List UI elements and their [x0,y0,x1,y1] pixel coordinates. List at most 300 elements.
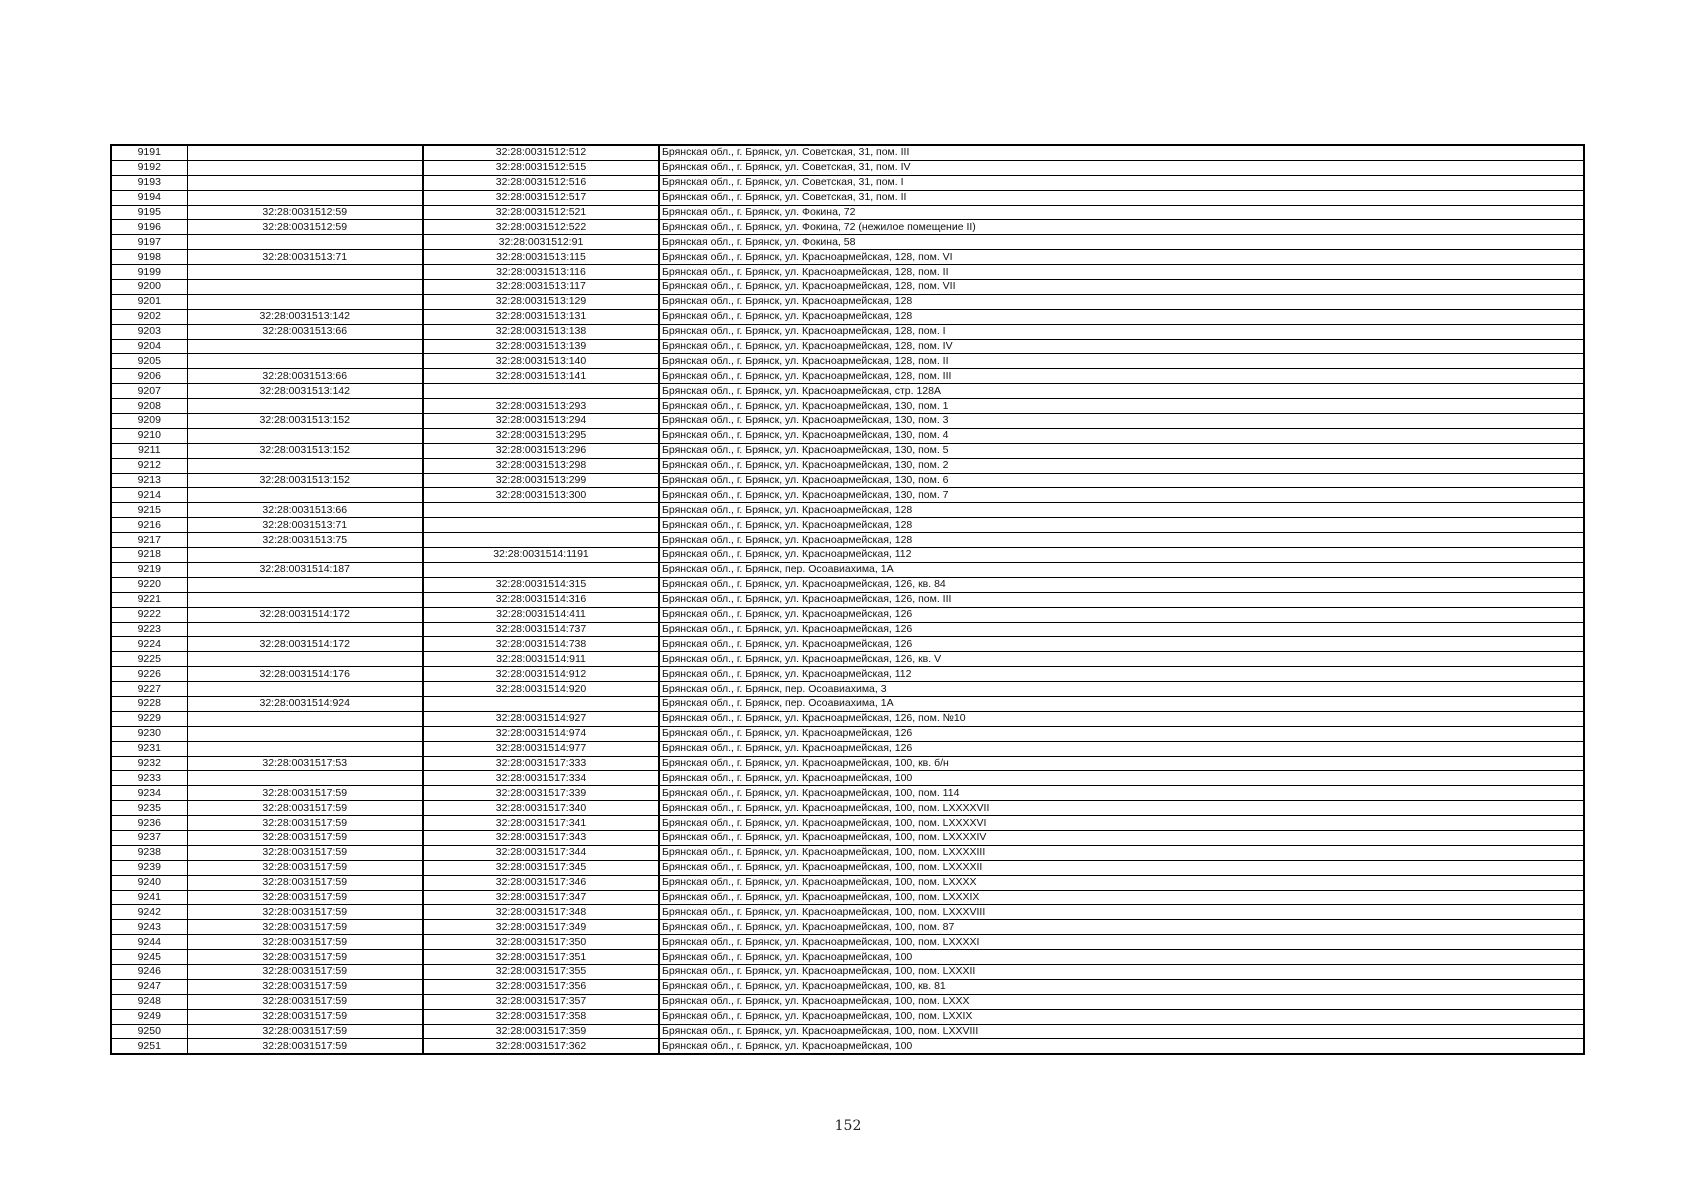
row-number-cell: 9223 [111,622,187,637]
row-number-cell: 9195 [111,205,187,220]
object-cadastral-number-cell: 32:28:0031513:141 [423,369,659,384]
land-cadastral-number-cell: 32:28:0031513:152 [187,473,423,488]
object-cadastral-number-cell: 32:28:0031514:911 [423,652,659,667]
address-cell: Брянская обл., г. Брянск, ул. Красноармейская, стр. 128А [659,384,1584,399]
object-cadastral-number-cell [423,533,659,548]
object-cadastral-number-cell: 32:28:0031517:348 [423,905,659,920]
address-cell: Брянская обл., г. Брянск, ул. Фокина, 58 [659,235,1584,250]
row-number-cell: 9197 [111,235,187,250]
address-cell: Брянская обл., г. Брянск, ул. Красноармейская, 112 [659,667,1584,682]
table-row [111,220,1584,235]
row-number-cell: 9199 [111,265,187,280]
object-cadastral-number-cell [423,503,659,518]
table-row [111,1024,1584,1039]
table-row [111,458,1584,473]
land-cadastral-number-cell [187,175,423,190]
row-number-cell: 9227 [111,682,187,697]
table-row [111,399,1584,414]
object-cadastral-number-cell: 32:28:0031514:920 [423,682,659,697]
row-number-cell: 9198 [111,250,187,265]
row-number-cell: 9205 [111,354,187,369]
land-cadastral-number-cell: 32:28:0031517:59 [187,830,423,845]
address-cell: Брянская обл., г. Брянск, ул. Красноармейская, 126 [659,741,1584,756]
land-cadastral-number-cell [187,354,423,369]
object-cadastral-number-cell: 32:28:0031512:91 [423,235,659,250]
address-cell: Брянская обл., г. Брянск, ул. Красноармейская, 100 [659,771,1584,786]
table-row [111,830,1584,845]
land-cadastral-number-cell: 32:28:0031517:59 [187,964,423,979]
land-cadastral-number-cell [187,265,423,280]
table-row [111,577,1584,592]
address-cell: Брянская обл., г. Брянск, ул. Красноармейская, 126, кв. V [659,652,1584,667]
row-number-cell: 9248 [111,994,187,1009]
table-row [111,309,1584,324]
object-cadastral-number-cell: 32:28:0031513:296 [423,443,659,458]
land-cadastral-number-cell: 32:28:0031517:59 [187,801,423,816]
object-cadastral-number-cell: 32:28:0031517:359 [423,1024,659,1039]
land-cadastral-number-cell [187,771,423,786]
table-row [111,443,1584,458]
address-cell: Брянская обл., г. Брянск, ул. Красноармейская, 128 [659,518,1584,533]
land-cadastral-number-cell: 32:28:0031514:924 [187,696,423,711]
registry-table-body [111,145,1584,1054]
row-number-cell: 9202 [111,309,187,324]
object-cadastral-number-cell: 32:28:0031513:131 [423,309,659,324]
row-number-cell: 9247 [111,979,187,994]
address-cell: Брянская обл., г. Брянск, ул. Красноармейская, 100, пом. LXXXXII [659,860,1584,875]
row-number-cell: 9236 [111,816,187,831]
object-cadastral-number-cell: 32:28:0031513:300 [423,488,659,503]
object-cadastral-number-cell: 32:28:0031513:138 [423,324,659,339]
address-cell: Брянская обл., г. Брянск, ул. Красноармейская, 100, пом. LXXXII [659,964,1584,979]
land-cadastral-number-cell: 32:28:0031514:176 [187,667,423,682]
land-cadastral-number-cell [187,548,423,563]
address-cell: Брянская обл., г. Брянск, ул. Красноармейская, 100, кв. 81 [659,979,1584,994]
row-number-cell: 9250 [111,1024,187,1039]
table-row [111,548,1584,563]
address-cell: Брянская обл., г. Брянск, ул. Красноармейская, 100, пом. 114 [659,786,1584,801]
table-row [111,369,1584,384]
land-cadastral-number-cell: 32:28:0031517:59 [187,920,423,935]
row-number-cell: 9203 [111,324,187,339]
row-number-cell: 9200 [111,280,187,295]
object-cadastral-number-cell: 32:28:0031514:974 [423,726,659,741]
row-number-cell: 9219 [111,562,187,577]
row-number-cell: 9232 [111,756,187,771]
row-number-cell: 9221 [111,592,187,607]
land-cadastral-number-cell: 32:28:0031512:59 [187,220,423,235]
address-cell: Брянская обл., г. Брянск, ул. Красноармейская, 128, пом. II [659,265,1584,280]
object-cadastral-number-cell [423,562,659,577]
land-cadastral-number-cell [187,160,423,175]
row-number-cell: 9235 [111,801,187,816]
land-cadastral-number-cell: 32:28:0031514:172 [187,607,423,622]
address-cell: Брянская обл., г. Брянск, ул. Красноармейская, 126, пом. III [659,592,1584,607]
land-cadastral-number-cell: 32:28:0031517:59 [187,816,423,831]
row-number-cell: 9226 [111,667,187,682]
table-row [111,637,1584,652]
table-row [111,994,1584,1009]
table-row [111,726,1584,741]
object-cadastral-number-cell [423,518,659,533]
land-cadastral-number-cell: 32:28:0031517:59 [187,786,423,801]
row-number-cell: 9206 [111,369,187,384]
table-row [111,652,1584,667]
table-row [111,741,1584,756]
row-number-cell: 9217 [111,533,187,548]
land-cadastral-number-cell [187,592,423,607]
address-cell: Брянская обл., г. Брянск, ул. Красноармейская, 100, пом. LXXX [659,994,1584,1009]
address-cell: Брянская обл., г. Брянск, ул. Советская, 31, пом. II [659,190,1584,205]
address-cell: Брянская обл., г. Брянск, ул. Красноармейская, 100, пом. LXXXXVI [659,816,1584,831]
land-cadastral-number-cell: 32:28:0031513:71 [187,518,423,533]
land-cadastral-number-cell [187,622,423,637]
object-cadastral-number-cell: 32:28:0031514:927 [423,711,659,726]
object-cadastral-number-cell: 32:28:0031512:515 [423,160,659,175]
row-number-cell: 9191 [111,145,187,160]
address-cell: Брянская обл., г. Брянск, ул. Красноармейская, 100, пом. LXXXXVII [659,801,1584,816]
object-cadastral-number-cell: 32:28:0031517:343 [423,830,659,845]
land-cadastral-number-cell: 32:28:0031517:59 [187,935,423,950]
row-number-cell: 9216 [111,518,187,533]
table-row [111,265,1584,280]
row-number-cell: 9209 [111,414,187,429]
row-number-cell: 9218 [111,548,187,563]
table-row [111,503,1584,518]
row-number-cell: 9251 [111,1039,187,1054]
row-number-cell: 9196 [111,220,187,235]
address-cell: Брянская обл., г. Брянск, ул. Красноармейская, 130, пом. 1 [659,399,1584,414]
object-cadastral-number-cell: 32:28:0031512:516 [423,175,659,190]
land-cadastral-number-cell [187,399,423,414]
row-number-cell: 9230 [111,726,187,741]
land-cadastral-number-cell [187,488,423,503]
object-cadastral-number-cell: 32:28:0031517:339 [423,786,659,801]
object-cadastral-number-cell: 32:28:0031517:362 [423,1039,659,1054]
address-cell: Брянская обл., г. Брянск, ул. Красноармейская, 126, пом. №10 [659,711,1584,726]
table-row [111,428,1584,443]
row-number-cell: 9242 [111,905,187,920]
address-cell: Брянская обл., г. Брянск, ул. Красноармейская, 100 [659,1039,1584,1054]
table-row [111,711,1584,726]
table-row [111,607,1584,622]
row-number-cell: 9234 [111,786,187,801]
land-cadastral-number-cell: 32:28:0031517:59 [187,1039,423,1054]
row-number-cell: 9220 [111,577,187,592]
object-cadastral-number-cell: 32:28:0031513:295 [423,428,659,443]
object-cadastral-number-cell: 32:28:0031513:140 [423,354,659,369]
object-cadastral-number-cell: 32:28:0031512:521 [423,205,659,220]
land-cadastral-number-cell [187,711,423,726]
row-number-cell: 9222 [111,607,187,622]
object-cadastral-number-cell: 32:28:0031514:316 [423,592,659,607]
object-cadastral-number-cell [423,696,659,711]
table-row [111,518,1584,533]
table-row [111,964,1584,979]
table-row [111,160,1584,175]
address-cell: Брянская обл., г. Брянск, ул. Красноармейская, 128, пом. IV [659,339,1584,354]
land-cadastral-number-cell: 32:28:0031513:75 [187,533,423,548]
land-cadastral-number-cell: 32:28:0031513:152 [187,443,423,458]
address-cell: Брянская обл., г. Брянск, ул. Красноармейская, 128, пом. III [659,369,1584,384]
table-row [111,175,1584,190]
table-row [111,756,1584,771]
object-cadastral-number-cell: 32:28:0031517:344 [423,845,659,860]
address-cell: Брянская обл., г. Брянск, ул. Красноармейская, 128 [659,503,1584,518]
row-number-cell: 9192 [111,160,187,175]
address-cell: Брянская обл., г. Брянск, ул. Красноармейская, 130, пом. 5 [659,443,1584,458]
row-number-cell: 9238 [111,845,187,860]
table-row [111,414,1584,429]
address-cell: Брянская обл., г. Брянск, ул. Красноармейская, 126 [659,607,1584,622]
object-cadastral-number-cell: 32:28:0031514:738 [423,637,659,652]
object-cadastral-number-cell: 32:28:0031513:139 [423,339,659,354]
row-number-cell: 9213 [111,473,187,488]
object-cadastral-number-cell: 32:28:0031517:349 [423,920,659,935]
row-number-cell: 9246 [111,964,187,979]
row-number-cell: 9193 [111,175,187,190]
land-cadastral-number-cell: 32:28:0031514:187 [187,562,423,577]
land-cadastral-number-cell: 32:28:0031513:66 [187,324,423,339]
object-cadastral-number-cell: 32:28:0031513:129 [423,294,659,309]
table-row [111,667,1584,682]
land-cadastral-number-cell: 32:28:0031517:59 [187,994,423,1009]
table-row [111,682,1584,697]
table-row [111,384,1584,399]
object-cadastral-number-cell: 32:28:0031513:293 [423,399,659,414]
row-number-cell: 9194 [111,190,187,205]
row-number-cell: 9212 [111,458,187,473]
land-cadastral-number-cell: 32:28:0031512:59 [187,205,423,220]
address-cell: Брянская обл., г. Брянск, ул. Красноармейская, 100, кв. б/н [659,756,1584,771]
land-cadastral-number-cell: 32:28:0031517:59 [187,845,423,860]
address-cell: Брянская обл., г. Брянск, ул. Советская, 31, пом. IV [659,160,1584,175]
object-cadastral-number-cell: 32:28:0031517:334 [423,771,659,786]
object-cadastral-number-cell: 32:28:0031517:358 [423,1009,659,1024]
land-cadastral-number-cell: 32:28:0031517:59 [187,979,423,994]
land-cadastral-number-cell: 32:28:0031513:152 [187,414,423,429]
land-cadastral-number-cell: 32:28:0031517:59 [187,950,423,965]
row-number-cell: 9237 [111,830,187,845]
table-row [111,488,1584,503]
land-cadastral-number-cell [187,682,423,697]
object-cadastral-number-cell: 32:28:0031514:737 [423,622,659,637]
address-cell: Брянская обл., г. Брянск, пер. Осоавиахима, 1А [659,696,1584,711]
table-row [111,622,1584,637]
land-cadastral-number-cell [187,726,423,741]
row-number-cell: 9243 [111,920,187,935]
address-cell: Брянская обл., г. Брянск, ул. Красноармейская, 112 [659,548,1584,563]
address-cell: Брянская обл., г. Брянск, ул. Красноармейская, 130, пом. 7 [659,488,1584,503]
table-row [111,339,1584,354]
object-cadastral-number-cell: 32:28:0031514:912 [423,667,659,682]
land-cadastral-number-cell: 32:28:0031513:142 [187,309,423,324]
land-cadastral-number-cell [187,428,423,443]
object-cadastral-number-cell: 32:28:0031517:340 [423,801,659,816]
row-number-cell: 9204 [111,339,187,354]
object-cadastral-number-cell: 32:28:0031514:411 [423,607,659,622]
address-cell: Брянская обл., г. Брянск, ул. Красноармейская, 128, пом. I [659,324,1584,339]
land-cadastral-number-cell [187,652,423,667]
table-row [111,145,1584,160]
table-row [111,860,1584,875]
row-number-cell: 9215 [111,503,187,518]
object-cadastral-number-cell: 32:28:0031517:346 [423,875,659,890]
address-cell: Брянская обл., г. Брянск, ул. Советская, 31, пом. III [659,145,1584,160]
address-cell: Брянская обл., г. Брянск, ул. Красноармейская, 100 [659,950,1584,965]
row-number-cell: 9241 [111,890,187,905]
land-cadastral-number-cell [187,280,423,295]
land-cadastral-number-cell [187,235,423,250]
row-number-cell: 9207 [111,384,187,399]
row-number-cell: 9225 [111,652,187,667]
object-cadastral-number-cell: 32:28:0031517:341 [423,816,659,831]
address-cell: Брянская обл., г. Брянск, ул. Красноармейская, 100, пом. LXXIX [659,1009,1584,1024]
address-cell: Брянская обл., г. Брянск, ул. Красноармейская, 130, пом. 3 [659,414,1584,429]
object-cadastral-number-cell: 32:28:0031513:299 [423,473,659,488]
land-cadastral-number-cell [187,294,423,309]
table-row [111,294,1584,309]
property-registry-table [110,144,1585,1055]
object-cadastral-number-cell: 32:28:0031512:517 [423,190,659,205]
land-cadastral-number-cell: 32:28:0031513:142 [187,384,423,399]
land-cadastral-number-cell [187,145,423,160]
object-cadastral-number-cell: 32:28:0031512:522 [423,220,659,235]
row-number-cell: 9211 [111,443,187,458]
table-row [111,235,1584,250]
table-row [111,890,1584,905]
address-cell: Брянская обл., г. Брянск, ул. Красноармейская, 100, пом. LXXXX [659,875,1584,890]
table-row [111,324,1584,339]
land-cadastral-number-cell: 32:28:0031517:59 [187,905,423,920]
object-cadastral-number-cell: 32:28:0031513:298 [423,458,659,473]
land-cadastral-number-cell [187,741,423,756]
table-row [111,280,1584,295]
land-cadastral-number-cell: 32:28:0031517:53 [187,756,423,771]
table-row [111,205,1584,220]
address-cell: Брянская обл., г. Брянск, ул. Фокина, 72 [659,205,1584,220]
table-row [111,592,1584,607]
land-cadastral-number-cell: 32:28:0031517:59 [187,875,423,890]
table-row [111,786,1584,801]
object-cadastral-number-cell: 32:28:0031512:512 [423,145,659,160]
row-number-cell: 9245 [111,950,187,965]
address-cell: Брянская обл., г. Брянск, ул. Красноармейская, 126 [659,726,1584,741]
table-row [111,473,1584,488]
table-row [111,250,1584,265]
object-cadastral-number-cell [423,384,659,399]
land-cadastral-number-cell: 32:28:0031517:59 [187,1009,423,1024]
land-cadastral-number-cell [187,458,423,473]
address-cell: Брянская обл., г. Брянск, ул. Красноармейская, 100, пом. 87 [659,920,1584,935]
address-cell: Брянская обл., г. Брянск, ул. Красноармейская, 130, пом. 6 [659,473,1584,488]
table-row [111,533,1584,548]
address-cell: Брянская обл., г. Брянск, ул. Красноармейская, 100, пом. LXXXXI [659,935,1584,950]
table-row [111,354,1584,369]
object-cadastral-number-cell: 32:28:0031513:117 [423,280,659,295]
object-cadastral-number-cell: 32:28:0031514:1191 [423,548,659,563]
table-row [111,1039,1584,1054]
object-cadastral-number-cell: 32:28:0031517:357 [423,994,659,1009]
address-cell: Брянская обл., г. Брянск, ул. Фокина, 72 (нежилое помещение II) [659,220,1584,235]
address-cell: Брянская обл., г. Брянск, ул. Красноармейская, 128, пом. VII [659,280,1584,295]
object-cadastral-number-cell: 32:28:0031514:977 [423,741,659,756]
row-number-cell: 9231 [111,741,187,756]
row-number-cell: 9208 [111,399,187,414]
row-number-cell: 9244 [111,935,187,950]
address-cell: Брянская обл., г. Брянск, пер. Осоавиахима, 1А [659,562,1584,577]
address-cell: Брянская обл., г. Брянск, ул. Красноармейская, 128 [659,294,1584,309]
row-number-cell: 9214 [111,488,187,503]
land-cadastral-number-cell [187,577,423,592]
land-cadastral-number-cell: 32:28:0031513:66 [187,503,423,518]
table-row [111,979,1584,994]
table-row [111,935,1584,950]
address-cell: Брянская обл., г. Брянск, ул. Красноармейская, 100, пом. LXXXXIV [659,830,1584,845]
row-number-cell: 9201 [111,294,187,309]
address-cell: Брянская обл., г. Брянск, пер. Осоавиахима, 3 [659,682,1584,697]
table-row [111,845,1584,860]
address-cell: Брянская обл., г. Брянск, ул. Красноармейская, 100, пом. LXXXXIII [659,845,1584,860]
address-cell: Брянская обл., г. Брянск, ул. Красноармейская, 128 [659,309,1584,324]
object-cadastral-number-cell: 32:28:0031517:333 [423,756,659,771]
row-number-cell: 9233 [111,771,187,786]
address-cell: Брянская обл., г. Брянск, ул. Красноармейская, 126, кв. 84 [659,577,1584,592]
object-cadastral-number-cell: 32:28:0031517:350 [423,935,659,950]
object-cadastral-number-cell: 32:28:0031517:351 [423,950,659,965]
row-number-cell: 9224 [111,637,187,652]
address-cell: Брянская обл., г. Брянск, ул. Красноармейская, 126 [659,637,1584,652]
object-cadastral-number-cell: 32:28:0031517:356 [423,979,659,994]
address-cell: Брянская обл., г. Брянск, ул. Красноармейская, 128 [659,533,1584,548]
address-cell: Брянская обл., г. Брянск, ул. Красноармейская, 128, пом. II [659,354,1584,369]
table-row [111,190,1584,205]
object-cadastral-number-cell: 32:28:0031517:355 [423,964,659,979]
address-cell: Брянская обл., г. Брянск, ул. Красноармейская, 126 [659,622,1584,637]
object-cadastral-number-cell: 32:28:0031517:345 [423,860,659,875]
object-cadastral-number-cell: 32:28:0031514:315 [423,577,659,592]
table-row [111,562,1584,577]
row-number-cell: 9210 [111,428,187,443]
land-cadastral-number-cell: 32:28:0031517:59 [187,1024,423,1039]
land-cadastral-number-cell: 32:28:0031517:59 [187,860,423,875]
row-number-cell: 9240 [111,875,187,890]
land-cadastral-number-cell: 32:28:0031517:59 [187,890,423,905]
table-row [111,696,1584,711]
address-cell: Брянская обл., г. Брянск, ул. Красноармейская, 100, пом. LXXVIII [659,1024,1584,1039]
row-number-cell: 9228 [111,696,187,711]
land-cadastral-number-cell: 32:28:0031513:66 [187,369,423,384]
address-cell: Брянская обл., г. Брянск, ул. Красноармейская, 100, пом. LXXXVIII [659,905,1584,920]
table-row [111,801,1584,816]
address-cell: Брянская обл., г. Брянск, ул. Красноармейская, 130, пом. 4 [659,428,1584,443]
table-row [111,905,1584,920]
row-number-cell: 9239 [111,860,187,875]
row-number-cell: 9229 [111,711,187,726]
address-cell: Брянская обл., г. Брянск, ул. Советская, 31, пом. I [659,175,1584,190]
object-cadastral-number-cell: 32:28:0031513:115 [423,250,659,265]
table-row [111,920,1584,935]
table-row [111,1009,1584,1024]
page-number: 152 [834,1118,862,1134]
land-cadastral-number-cell [187,339,423,354]
table-row [111,950,1584,965]
address-cell: Брянская обл., г. Брянск, ул. Красноармейская, 130, пом. 2 [659,458,1584,473]
address-cell: Брянская обл., г. Брянск, ул. Красноармейская, 128, пом. VI [659,250,1584,265]
table-row [111,875,1584,890]
table-row [111,816,1584,831]
object-cadastral-number-cell: 32:28:0031517:347 [423,890,659,905]
